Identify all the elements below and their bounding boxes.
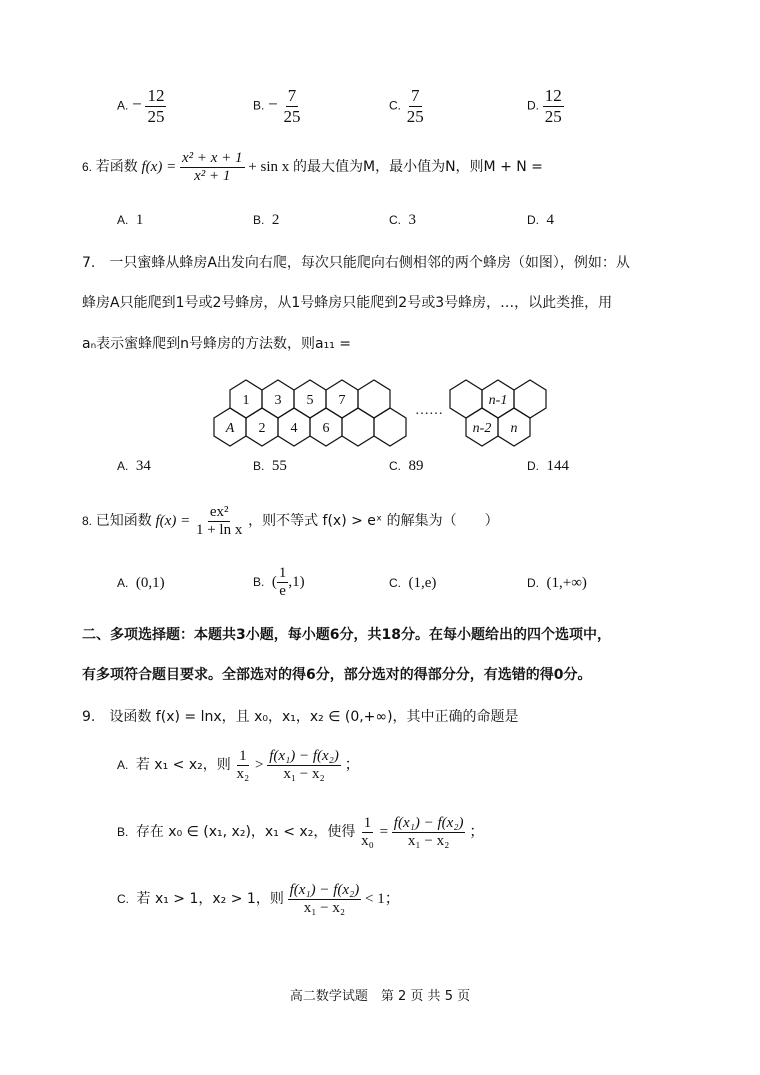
q8-option-c: C. (1,e) — [389, 575, 437, 591]
q5-option-c: C. $\frac{7}{25}$ — [389, 86, 424, 126]
q8-fraction: $\frac{\text{ex²}}{\text{1 + ln x}}$ — [195, 504, 243, 539]
hex-label: 7 — [338, 393, 346, 408]
q8-b-fraction: $\frac{1}{e}$ — [278, 565, 287, 600]
hex-cell — [514, 380, 546, 418]
q8-stem: 8. 已知函数 f(x) = $\frac{\text{ex²}}{\text{1 + ln x}}$ ，则不等式 f(x) > eˣ 的解集为（ ） — [82, 504, 499, 539]
hex-label: 5 — [306, 393, 314, 408]
page-footer: 高二数学试题 第 2 页 共 5 页 — [289, 989, 471, 1004]
hex-label: n-2 — [472, 421, 492, 436]
hex-label: 4 — [290, 421, 298, 436]
hex-label: 1 — [242, 393, 250, 408]
q5-option-a: A. − $\frac{12}{25}$ — [117, 86, 165, 126]
q6-option-a: A. 1 — [117, 212, 144, 228]
q9-b-rhs: $\frac{\text{f(x₁) − f(x₂)}}{\text{x₁ − x₂}}$ — [393, 815, 464, 850]
q6-fraction: $\frac{\text{x² + x + 1}}{\text{x² + 1}}$ — [181, 150, 243, 185]
q9-a-lhs: $\frac{1}{\text{x₂}}$ — [236, 748, 250, 783]
q7-option-d: D. 144 — [527, 458, 569, 474]
q6-stem: 6. 若函数 f(x) = $\frac{\text{x² + x + 1}}{\text{x² + 1}}$ + sin x 的最大值为M，最小值为N，则M + N = — [82, 150, 543, 185]
q5-c-fraction: $\frac{7}{25}$ — [406, 86, 424, 126]
q5-option-b: B. − $\frac{7}{25}$ — [253, 86, 301, 126]
q8-option-a: A. (0,1) — [117, 575, 165, 591]
q7-option-b: B. 55 — [253, 458, 287, 474]
q9-option-c: C. 若 x₁ > 1，x₂ > 1，则 $\frac{\text{f(x₁) − f(x₂)}}{\text{x₁ − x₂}}$ < 1； — [117, 882, 400, 917]
honeycomb-figure — [0, 362, 760, 462]
q8-option-d: D. (1,+∞) — [527, 575, 587, 591]
q6-option-b: B. 2 — [253, 212, 280, 228]
q9-option-b: B. 存在 x₀ ∈ (x₁, x₂)，x₁ < x₂，使得 $\frac{1}{\text{x₀}}$ = $\frac{\text{f(x₁) − f(x₂)}}{\text{x₁ − x₂}}$ ； — [117, 815, 485, 850]
hex-cell — [450, 380, 482, 418]
hex-ellipsis: …… — [415, 403, 443, 418]
hex-label: 6 — [322, 421, 330, 436]
q9-a-rhs: $\frac{\text{f(x₁) − f(x₂)}}{\text{x₁ − x₂}}$ — [269, 748, 339, 783]
q6-option-d: D. 4 — [527, 212, 554, 228]
hex-cell — [374, 408, 406, 446]
q8-option-b: B. ( $\frac{1}{e}$ ,1) — [253, 565, 305, 600]
q7-line2: 蜂房A只能爬到1号或2号蜂房，从1号蜂房只能爬到2号或3号蜂房，…，以此类推，用 — [82, 295, 613, 311]
hex-label: n — [510, 421, 518, 436]
q7-line3: aₙ表示蜜蜂爬到n号蜂房的方法数，则a₁₁ = — [82, 336, 352, 352]
q9-b-lhs: $\frac{1}{\text{x₀}}$ — [361, 815, 374, 850]
section2-line2: 有多项符合题目要求。全部选对的得6分，部分选对的得部分分，有选错的得0分。 — [82, 667, 592, 683]
hex-label: n-1 — [488, 393, 508, 408]
q5-option-d: D. $\frac{12}{25}$ — [527, 86, 562, 126]
q6-option-c: C. 3 — [389, 212, 416, 228]
hex-cell — [358, 380, 390, 418]
hex-label: 2 — [258, 421, 266, 436]
q9-c-fraction: $\frac{\text{f(x₁) − f(x₂)}}{\text{x₁ − x₂}}$ — [289, 882, 360, 917]
section2-line1: 二、多项选择题：本题共3小题，每小题6分，共18分。在每小题给出的四个选项中， — [82, 627, 611, 643]
q5-b-fraction: $\frac{7}{25}$ — [283, 86, 301, 126]
q7-line1: 7. 一只蜜蜂从蜂房A出发向右爬，每次只能爬向右侧相邻的两个蜂房（如图），例如：从 — [82, 255, 630, 271]
q5-a-fraction: $\frac{12}{25}$ — [147, 86, 165, 126]
hex-label: 3 — [274, 393, 282, 408]
q9-stem: 9. 设函数 f(x) = lnx，且 x₀，x₁，x₂ ∈ (0,+∞)，其中正确的命题是 — [82, 709, 519, 725]
hex-cell — [342, 408, 374, 446]
hex-label: A — [225, 421, 235, 436]
q7-option-c: C. 89 — [389, 458, 424, 474]
q7-option-a: A. 34 — [117, 458, 151, 474]
q5-d-fraction: $\frac{12}{25}$ — [544, 86, 562, 126]
q9-option-a: A. 若 x₁ < x₂，则 $\frac{1}{\text{x₂}}$ > $\frac{\text{f(x₁) − f(x₂)}}{\text{x₁ − x₂}}$ ； — [117, 748, 360, 783]
